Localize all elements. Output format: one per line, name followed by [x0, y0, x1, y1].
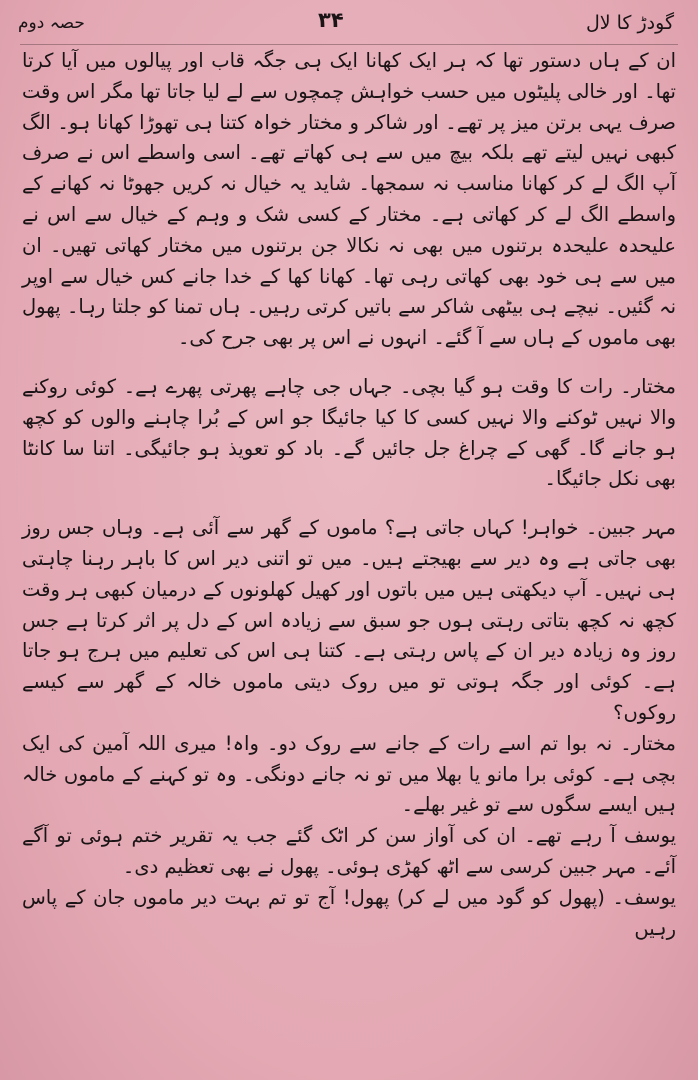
- page-header: [0, 6, 698, 46]
- paragraph-yusuf-speech: یوسف۔ (پھول کو گود میں لے کر) پھول! آج تو تم بہت دیر ماموں جان کے پاس رہیں: [22, 885, 676, 940]
- paragraph-gap: [22, 495, 676, 513]
- paragraph-mukhtar-1: مختار۔ رات کا وقت ہو گیا بچی۔ جہاں جی چاہے پھرتی پھرے ہے۔ کوئی روکنے والا نہیں ٹوکنے والا نہیں کسی کا کیا جائیگا جو اس کے بُرا چاہنے والوں کو کچھ ہو جانے گا۔ گھی کے چراغ جل جائیں گے۔ باد کو تعویذ ہو جائیگی۔ اتنا سا کانٹا بھی نکل جائیگا۔: [22, 374, 676, 491]
- section-label: حصہ دوم: [18, 13, 85, 33]
- paragraph-mukhtar-2: مختار۔ نہ بوا تم اسے رات کے جانے سے روک دو۔ واہ! میری اللہ آمین کی ایک بچی ہے۔ کوئی برا مانو یا بھلا میں تو نہ جانے دونگی۔ وہ تو کہنے کے ماموں خالہ ہیں ایسے سگوں سے تو غیر بھلے۔: [22, 731, 676, 817]
- running-title: گودڑ کا لال: [585, 12, 674, 34]
- paragraph-yusuf-arrives: یوسف آ رہے تھے۔ ان کی آواز سن کر اٹک گئے جب یہ تقریر ختم ہوئی تو آگے آئے۔ مہر جبین کرسی سے اٹھ کھڑی ہوئی۔ پھول نے بھی تعظیم دی۔: [22, 824, 676, 878]
- paragraph-mehr-jabeen: مہر جبین۔ خواہر! کہاں جاتی ہے؟ ماموں کے گھر سے آئی ہے۔ وہاں جس روز بھی جاتی ہے وہ دیر سے بھیجتے ہیں۔ میں تو اتنی دیر اس کا باہر رہنا چاہتی ہی نہیں۔ آپ دیکھتی ہیں میں باتوں اور کھیل کھلونوں کے درمیان کبھی ہر وقت کچھ نہ کچھ بتاتی رہتی ہوں جو سبق سے زیادہ اس کے دل پر اثر کرتا ہے جس روز وہ زیادہ دیر ان کے پاس رہتی ہے۔ کتنا ہی اس کی تعلیم میں ہرج ہو جاتا ہے۔ کوئی اور جگہ ہوتی تو میں روک دیتی ماموں خالہ کے گھر سے کیسے روکوں؟: [22, 516, 676, 724]
- paragraph-intro: ان کے ہاں دستور تھا کہ ہر ایک کھانا ایک ہی جگہ قاب اور پیالوں میں آیا کرتا تھا۔ اور خالی پلیٹوں میں حسب خواہش چمچوں سے لے لیا جاتا تھا مگر اس وقت صرف یہی برتن میز پر تھے۔ اور شاکر و مختار خواہ کتنا ہی تھوڑا کھانا ہو۔ الگ کبھی نہیں لیتے تھے بلکہ بیچ میں سے ہی کھاتے تھے۔ اسی واسطے اس نے صرف آپ الگ لے کر کھانا مناسب نہ سمجھا۔ شاید یہ خیال نہ کریں جھوٹا نہ کھانے کے واسطے الگ لے کر کھاتی ہے۔ مختار کے کسی شک و وہم کے خیال سے اس نے علیحدہ علیحدہ برتنوں میں بھی نہ نکالا جن برتنوں میں مختار کھاتی تھیں۔ ان میں سے ہی خود بھی کھاتی رہی تھا۔ کھانا کھا کے خدا جانے کس خیال سے اوپر نہ گئیں۔ نیچے ہی بیٹھی شاکر سے باتیں کرتی رہیں۔ ہاں تمنا کو جلتا رہا۔ پھول بھی ماموں کے ہاں سے آ گئے۔ انہوں نے اس پر بھی جرح کی۔: [22, 49, 676, 350]
- paragraph-gap: [22, 354, 676, 372]
- page-body: [22, 46, 676, 1074]
- header-divider: [20, 44, 678, 45]
- page-number: ۳۴: [318, 8, 344, 32]
